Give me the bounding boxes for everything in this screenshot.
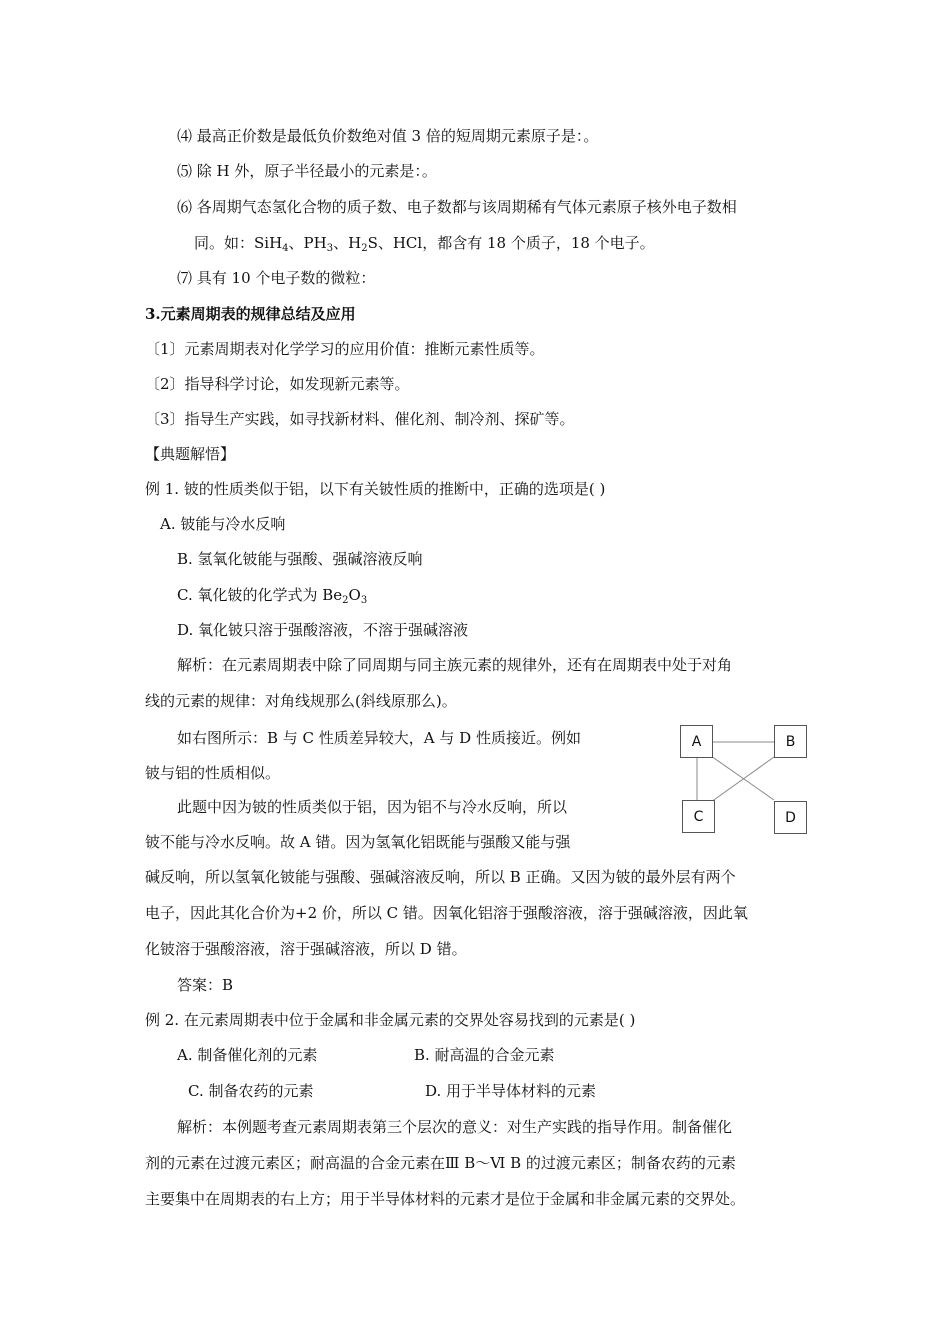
diagram-box-a: A xyxy=(680,725,713,758)
analysis-line: 剂的元素在过渡元素区；耐高温的合金元素在Ⅲ B～Ⅵ B 的过渡元素区；制备农药的元素 xyxy=(145,1154,736,1172)
point-2: 〔2〕指导科学讨论，如发现新元素等。 xyxy=(145,375,410,393)
line-item-6-cont: 同。如：SiH$_4$、$PH_3$、$H_2S$、HCl，都含有 18 个质子，18 个电子。 xyxy=(194,234,655,254)
analysis-line: 解析：在元素周期表中除了同周期与同主族元素的规律外，还有在周期表中处于对角 xyxy=(177,656,733,674)
analysis-line: 线的元素的规律：对角线规那么(斜线原那么)。 xyxy=(145,692,457,710)
point-3: 〔3〕指导生产实践，如寻找新材料、催化剂、制冷剂、探矿等。 xyxy=(145,410,575,428)
analysis-line: 如右图所示：B 与 C 性质差异较大，A 与 D 性质接近。例如 xyxy=(177,729,581,747)
analysis-line: 主要集中在周期表的右上方；用于半导体材料的元素才是位于金属和非金属元素的交界处。 xyxy=(145,1190,746,1208)
line-item-5: ⑸ 除 H 外，原子半径最小的元素是：。 xyxy=(177,162,437,180)
example-2-option-d: D. 用于半导体材料的元素 xyxy=(425,1082,597,1100)
analysis-line: 此题中因为铍的性质类似于铝，因为铝不与冷水反响，所以 xyxy=(177,798,568,816)
example-1-option-c: C. 氧化铍的化学式为 $Be_2O_3$ xyxy=(177,586,368,606)
analysis-line: 碱反响，所以氢氧化铍能与强酸、强碱溶液反响，所以 B 正确。又因为铍的最外层有两个 xyxy=(145,868,736,886)
example-2-option-c: C. 制备农药的元素 xyxy=(188,1082,314,1100)
line-item-7: ⑺ 具有 10 个电子数的微粒： xyxy=(177,269,376,287)
example-2-option-a: A. 制备催化剂的元素 xyxy=(177,1046,318,1064)
example-1-question: 例 1. 铍的性质类似于铝，以下有关铍性质的推断中，正确的选项是( ) xyxy=(145,480,606,498)
analysis-line: 电子，因此其化合价为+2 价，所以 C 错。因氧化铝溶于强酸溶液，溶于强碱溶液，因此氧 xyxy=(145,904,748,922)
analysis-line: 解析：本例题考查元素周期表第三个层次的意义：对生产实践的指导作用。制备催化 xyxy=(177,1118,733,1136)
analysis-line: 化铍溶于强酸溶液，溶于强碱溶液，所以 D 错。 xyxy=(145,940,467,958)
example-2-option-b: B. 耐高温的合金元素 xyxy=(414,1046,555,1064)
example-2-question: 例 2. 在元素周期表中位于金属和非金属元素的交界处容易找到的元素是( ) xyxy=(145,1011,636,1029)
diagonal-rule-diagram xyxy=(677,722,811,836)
example-1-option-a: A. 铍能与冷水反响 xyxy=(160,515,286,533)
answer-1: 答案：B xyxy=(177,976,234,994)
example-1-option-b: B. 氢氧化铍能与强酸、强碱溶液反响 xyxy=(177,550,423,568)
analysis-line: 铍不能与冷水反响。故 A 错。因为氢氧化铝既能与强酸又能与强 xyxy=(145,833,571,851)
point-1: 〔1〕元素周期表对化学学习的应用价值：推断元素性质等。 xyxy=(145,340,545,358)
typical-problems-heading: 【典题解悟】 xyxy=(145,445,236,463)
diagram-box-c: C xyxy=(682,800,715,833)
section-heading: 3.元素周期表的规律总结及应用 xyxy=(145,305,356,323)
line-item-6: ⑹ 各周期气态氢化合物的质子数、电子数都与该周期稀有气体元素原子核外电子数相 xyxy=(177,198,737,216)
diagram-box-d: D xyxy=(774,801,807,834)
line-item-4: ⑷ 最高正价数是最低负价数绝对值 3 倍的短周期元素原子是：。 xyxy=(177,127,599,145)
diagram-box-b: B xyxy=(774,725,807,758)
example-1-option-d: D. 氧化铍只溶于强酸溶液，不溶于强碱溶液 xyxy=(177,621,469,639)
analysis-line: 铍与铝的性质相似。 xyxy=(145,764,281,782)
